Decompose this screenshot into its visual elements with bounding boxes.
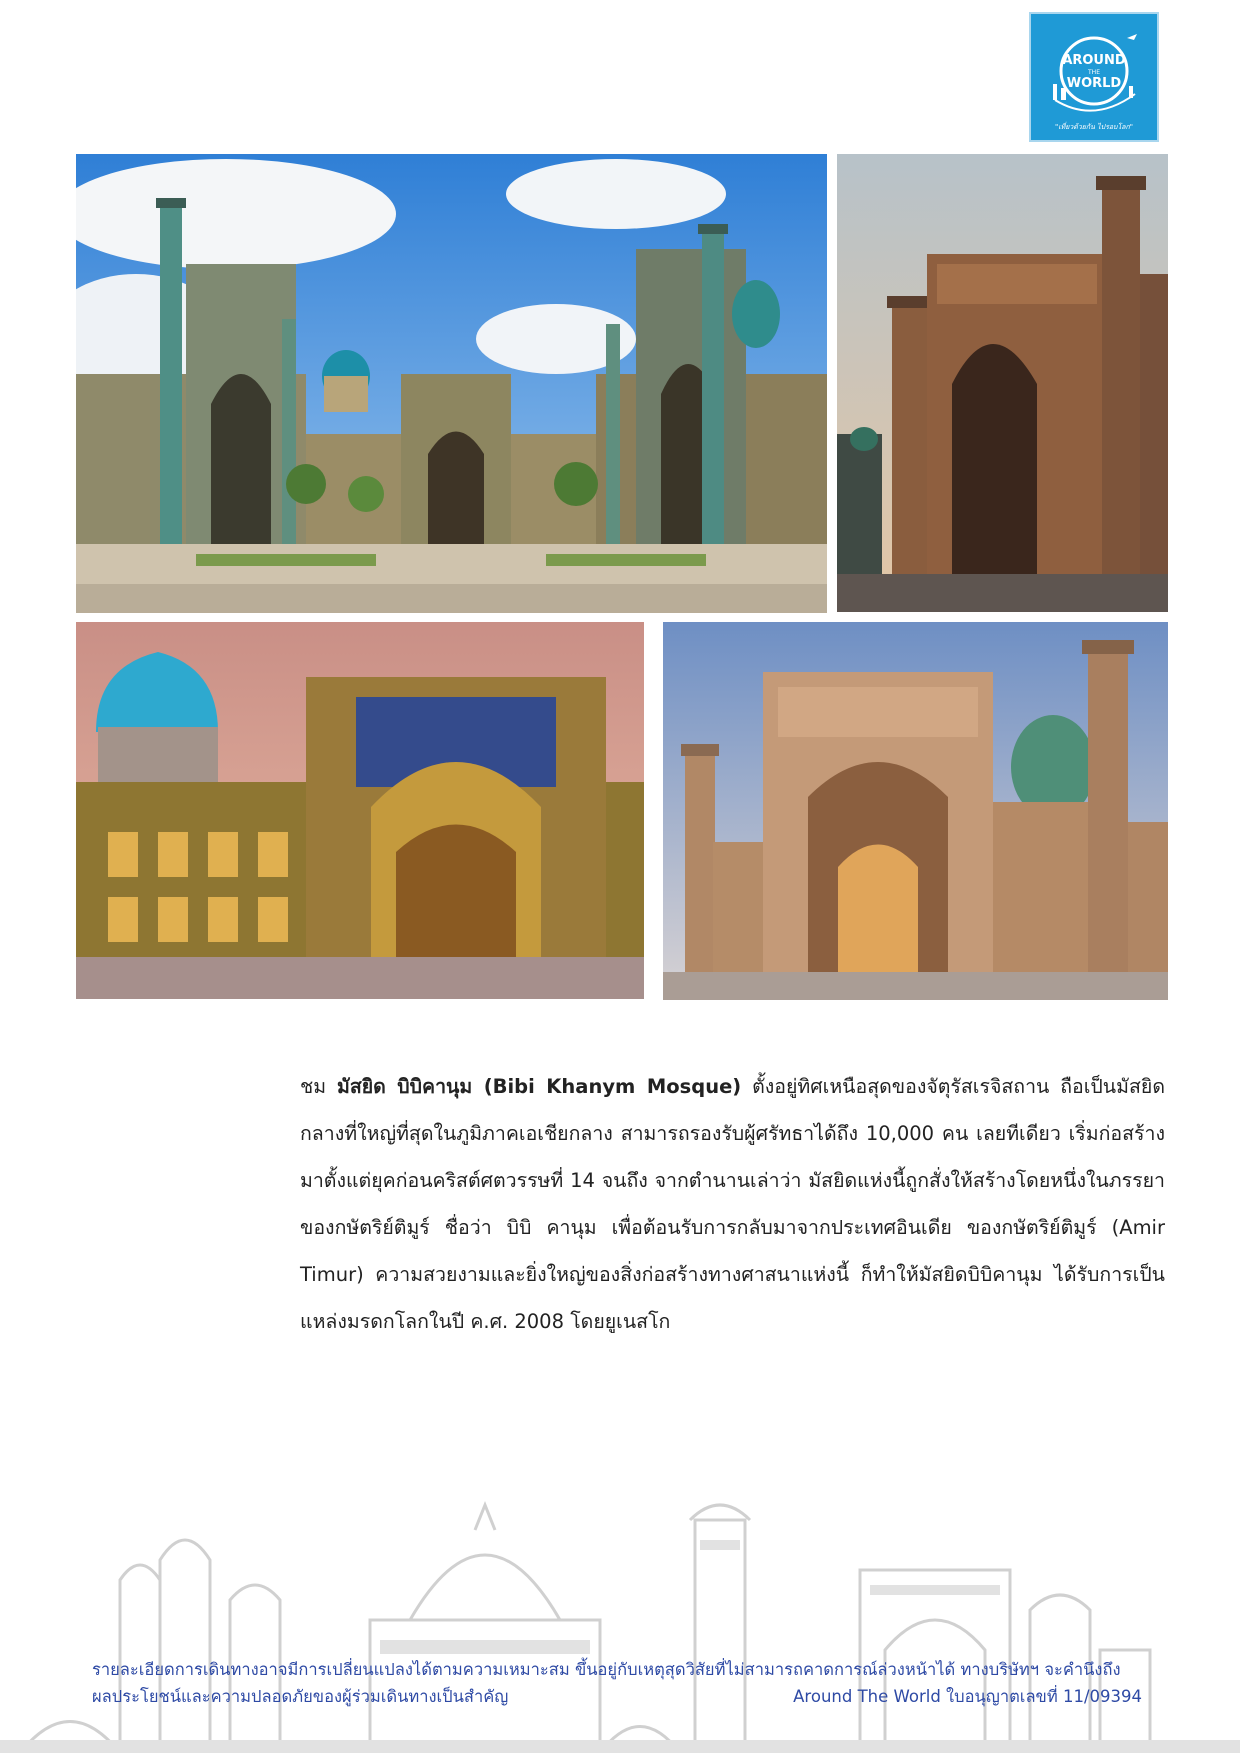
mosque-name: มัสยิด บิบิคานุม (Bibi Khanym Mosque) [336,1075,742,1098]
logo-text-the: THE [1088,69,1100,76]
logo-tagline: "เที่ยวด้วยกัน ไปรอบโลก" [1055,123,1133,131]
logo-text-around: AROUND [1062,53,1126,68]
photo-sher-dor-dusk [663,622,1168,1000]
footer-disclaimer-line2 [92,1684,1142,1710]
sher-dor-madrasah-dusk-icon [663,622,1168,1000]
company-logo [1029,12,1159,142]
footer-disclaimer-text: ผลประโยชน์และความปลอดภัยของผู้ร่วมเดินทางเป็นสำคัญ [92,1687,509,1706]
photo-sher-dor-sunset [837,154,1168,612]
photo-tilya-kori-night [76,622,644,999]
tilya-kori-madrasah-night-icon [76,622,644,999]
description-prefix: ชม [300,1075,337,1098]
description-paragraph [300,1063,1165,1345]
logo-text-world: WORLD [1066,76,1122,91]
registan-square-icon [76,154,827,613]
footer-license: Around The World ใบอนุญาตเลขที่ 11/09394 [793,1687,1142,1706]
description-text: ตั้งอยู่ทิศเหนือสุดของจัตุรัสเรจิสถาน ถือเป็นมัสยิดกลางที่ใหญ่ที่สุดในภูมิภาคเอเชียกลาง สามารถรองรับผู้ศรัทธาได้ถึง 10,000 คน เลยทีเดียว เริ่มก่อสร้างมาตั้งแต่ยุคก่อนคริสต์ศตวรรษที่ 14 จนถึง จากตำนานเล่าว่า มัสยิดแห่งนี้ถูกสั่งให้สร้างโดยหนึ่งในภรรยาของกษัตริย์ติมูร์ ชื่อว่า บิบิ คานุม เพื่อต้อนรับการกลับมาจากประเทศอินเดีย ของกษัตริย์ติมูร์ (Amir Timur) ความสวยงามและยิ่งใหญ่ของสิ่งก่อสร้างทางศาสนาแห่งนี้ ก็ทำให้มัสยิดบิบิคานุม ได้รับการเป็นแหล่งมรดกโลกในปี ค.ศ. 2008 โดยยูเนสโก [300,1075,1165,1333]
photo-registan-square [76,154,827,613]
footer-disclaimer-line1: รายละเอียดการเดินทางอาจมีการเปลี่ยนแปลงได้ตามความเหมาะสม ขึ้นอยู่กับเหตุสุดวิสัยที่ไม่สามารถคาดการณ์ล่วงหน้าได้ ทางบริษัทฯ จะคำนึงถึง [92,1660,1121,1679]
sher-dor-madrasah-sunset-icon [837,154,1168,612]
